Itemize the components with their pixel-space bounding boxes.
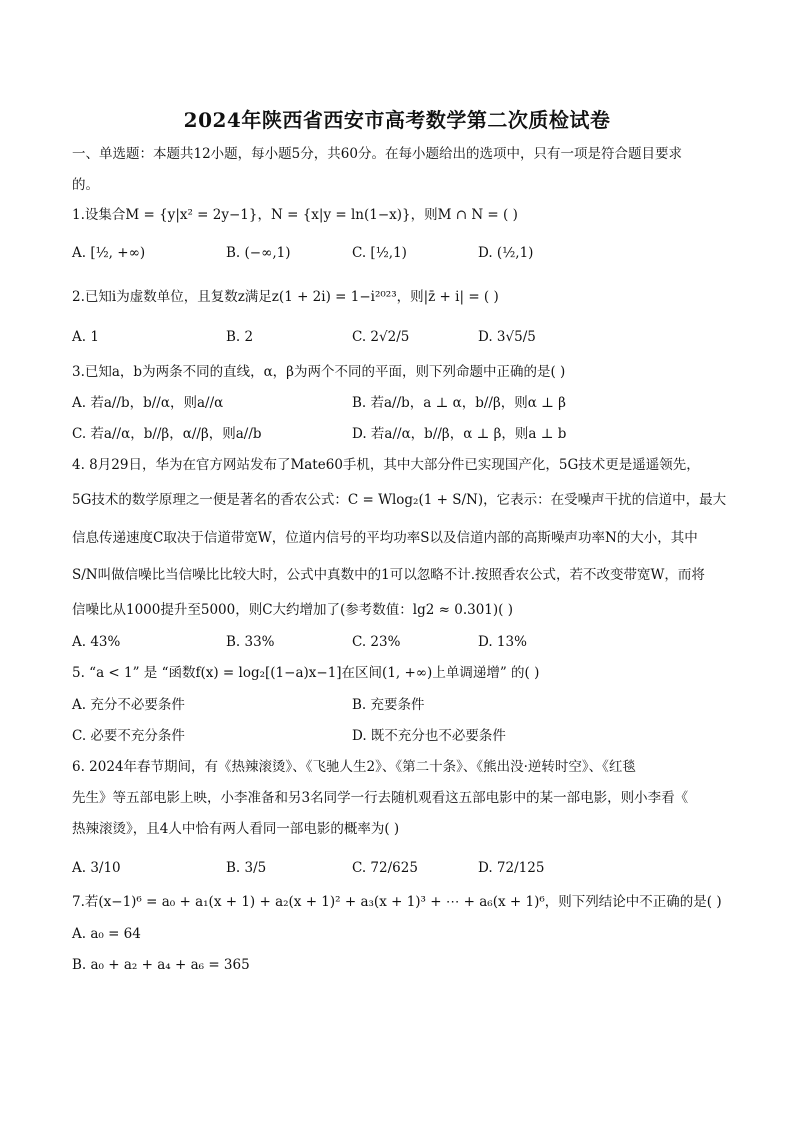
question-4-option-d: D. 13%: [478, 634, 527, 650]
question-1-option-b: B. (−∞,1): [226, 245, 291, 261]
question-5-option-a: A. 充分不必要条件: [72, 697, 185, 713]
question-1-option-c: C. [½,1): [352, 245, 407, 261]
question-6-stem-line-2: 先生》等五部电影上映，小李准备和另3名同学一行去随机观看这五部电影中的某一部电影，则小李看《: [72, 790, 689, 806]
question-2-option-b: B. 2: [226, 329, 254, 345]
question-3-stem: 3.已知a，b为两条不同的直线，α，β为两个不同的平面，则下列命题中正确的是( ): [72, 364, 566, 380]
question-4-stem-line-1: 4. 8月29日，华为在官方网站发布了Mate60手机，其中大部分件已实现国产化，5G技术更是遥遥领先，: [72, 457, 700, 473]
question-3-option-b: B. 若a//b，a ⊥ α，b//β，则α ⊥ β: [352, 395, 566, 411]
question-4-stem-line-3: 信息传递速度C取决于信道带宽W，位道内信号的平均功率S以及信道内部的高斯噪声功率N的大小，其中: [72, 530, 698, 546]
question-6-option-b: B. 3/5: [226, 860, 267, 876]
question-4-stem-line-4: S/N叫做信噪比当信噪比比较大时，公式中真数中的1可以忽略不计.按照香农公式，若不改变带宽W，而将: [72, 567, 705, 583]
question-1-stem: 1.设集合M = {y|x² = 2y−1}，N = {x|y = ln(1−x)}，则M ∩ N = ( ): [72, 207, 518, 223]
question-3-option-a: A. 若a//b，b//α，则a//α: [72, 395, 224, 411]
question-4-stem-line-2: 5G技术的数学原理之一便是著名的香农公式：C = Wlog₂(1 + S/N)，它表示：在受噪声干扰的信道中，最大: [72, 492, 727, 508]
question-4-option-b: B. 33%: [226, 634, 275, 650]
question-7-option-b: B. a₀ + a₂ + a₄ + a₆ = 365: [72, 957, 250, 973]
question-4-stem-line-5: 信噪比从1000提升至5000，则C大约增加了(参考数值：lg2 ≈ 0.301)( ): [72, 602, 513, 618]
question-3-option-c: C. 若a//α，b//β，α//β，则a//b: [72, 426, 262, 442]
question-7-stem: 7.若(x−1)⁶ = a₀ + a₁(x + 1) + a₂(x + 1)² + a₃(x + 1)³ + ⋯ + a₆(x + 1)⁶，则下列结论中不正确的是( ): [72, 894, 722, 910]
question-2-option-d: D. 3√5/5: [478, 329, 536, 345]
question-2-stem: 2.已知i为虚数单位，且复数z满足z(1 + 2i) = 1−i²⁰²³，则|z̄ + i| = ( ): [72, 289, 499, 305]
question-6-option-a: A. 3/10: [72, 860, 121, 876]
question-4-option-a: A. 43%: [72, 634, 121, 650]
question-7-option-a: A. a₀ = 64: [72, 926, 141, 942]
question-2-option-c: C. 2√2/5: [352, 329, 410, 345]
question-5-option-c: C. 必要不充分条件: [72, 728, 185, 744]
question-1-option-a: A. [½, +∞): [72, 245, 146, 261]
question-5-option-b: B. 充要条件: [352, 697, 425, 713]
question-6-option-c: C. 72/625: [352, 860, 418, 876]
section-header-line-1: 一、单选题：本题共12小题，每小题5分，共60分。在每小题给出的选项中，只有一项是符合题目要求: [72, 146, 682, 162]
question-2-option-a: A. 1: [72, 329, 99, 345]
question-6-option-d: D. 72/125: [478, 860, 545, 876]
question-3-option-d: D. 若a//α，b//β，α ⊥ β，则a ⊥ b: [352, 426, 567, 442]
question-6-stem-line-3: 热辣滚烫》，且4人中恰有两人看同一部电影的概率为( ): [72, 821, 400, 837]
question-1-option-d: D. (½,1): [478, 245, 534, 261]
question-5-stem: 5. “a < 1” 是 “函数f(x) = log₂[(1−a)x−1]在区间(1, +∞)上单调递增” 的( ): [72, 665, 540, 681]
question-5-option-d: D. 既不充分也不必要条件: [352, 728, 506, 744]
question-4-option-c: C. 23%: [352, 634, 401, 650]
section-header-line-2: 的。: [72, 177, 99, 193]
question-6-stem-line-1: 6. 2024年春节期间，有《热辣滚烫》、《飞驰人生2》、《第二十条》、《熊出没·逆转时空》、《红毯: [72, 759, 636, 775]
exam-title: 2024年陕西省西安市高考数学第二次质检试卷: [183, 108, 611, 132]
